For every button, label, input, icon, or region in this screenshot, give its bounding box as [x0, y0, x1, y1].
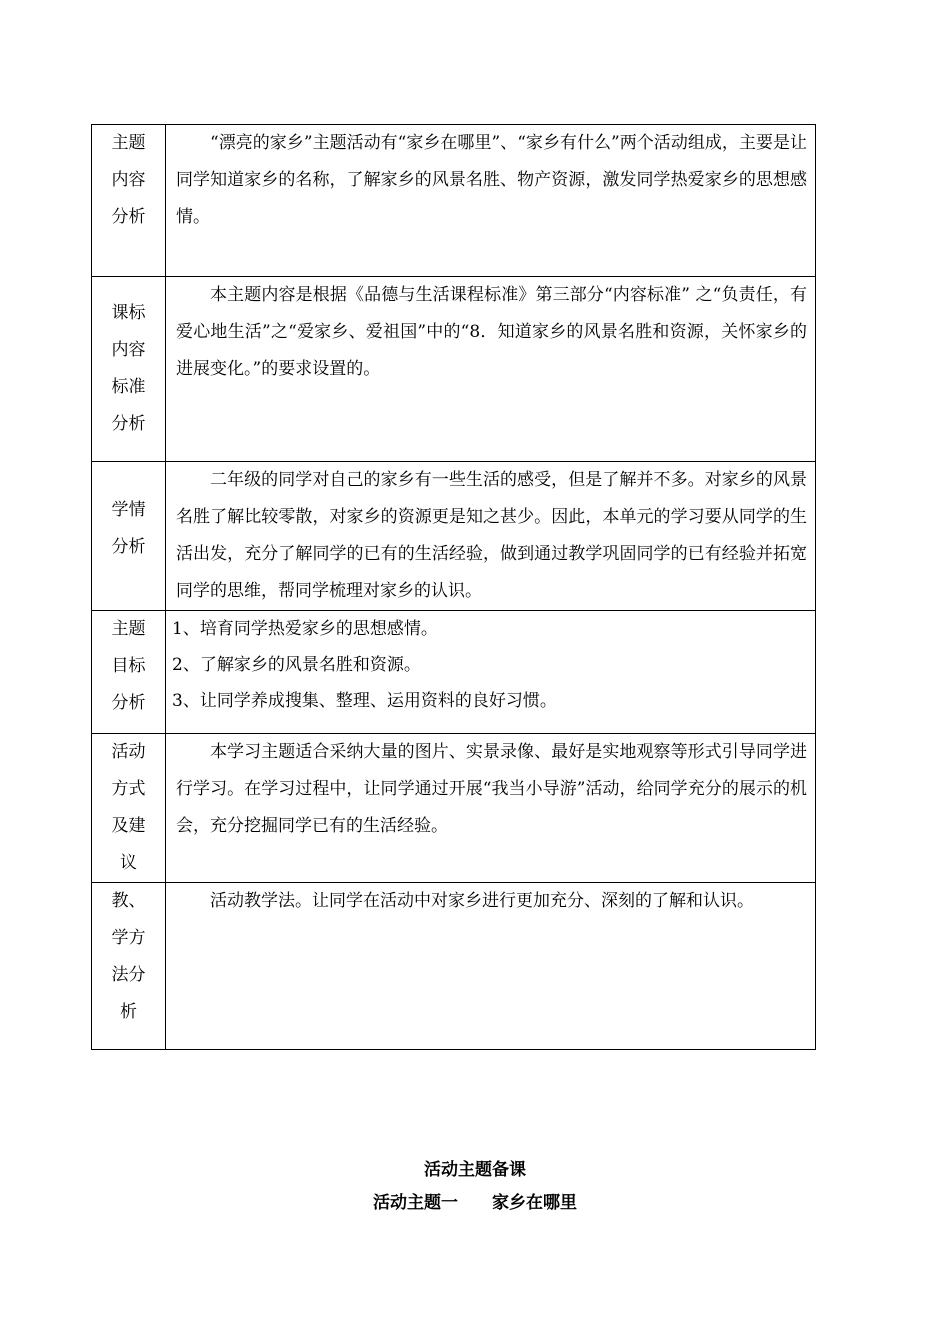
row-label-line: 法分: [111, 965, 146, 985]
section-subtitle: 活动主题一 家乡在哪里: [373, 1193, 577, 1213]
row-label: [92, 611, 166, 734]
lesson-plan-table: [91, 124, 816, 1050]
row-label-line: 方式: [111, 779, 146, 799]
row-content-text: 二年级的同学对自己的家乡有一些生活的感受，但是了解并不多。对家乡的风景名胜了解比较零散，对家乡的资源更是知之甚少。因此，本单元的学习要从同学的生活出发，充分了解同学的已有的生活经验，做到通过教学巩固同学的已有经验并拓宽同学的思维，帮同学梳理对家乡的认识。: [176, 470, 807, 601]
row-label-line: 学方: [111, 928, 146, 948]
table-row: [92, 277, 816, 462]
goal-item: 3、让同学养成搜集、整理、运用资料的良好习惯。: [172, 691, 557, 711]
row-label-line: 主题: [111, 133, 146, 153]
row-label: [92, 883, 166, 1050]
row-label-line: 议: [120, 853, 137, 873]
row-label-line: 及建: [111, 816, 146, 836]
goal-item: 2、了解家乡的风景名胜和资源。: [172, 655, 421, 675]
row-label: [92, 462, 166, 611]
row-label-line: 活动: [111, 742, 146, 762]
row-content: [166, 611, 816, 734]
row-label-line: 分析: [111, 537, 146, 557]
row-content: [166, 883, 816, 1050]
row-label: [92, 734, 166, 883]
table-row: [92, 883, 816, 1050]
table-row: [92, 125, 816, 277]
table-row: [92, 611, 816, 734]
row-label: [92, 125, 166, 277]
section-title: 活动主题备课: [424, 1160, 526, 1180]
row-label-line: 学情: [111, 500, 146, 520]
row-label-line: 内容: [111, 170, 146, 190]
row-label-line: 分析: [111, 414, 146, 434]
row-label-line: 教、: [111, 891, 146, 911]
row-content-text: 活动教学法。让同学在活动中对家乡进行更加充分、深刻的了解和认识。: [210, 891, 754, 911]
row-label-line: 目标: [111, 656, 146, 676]
row-label-line: 析: [120, 1002, 137, 1022]
row-content: [166, 125, 816, 277]
row-label-line: 课标: [111, 303, 146, 323]
goal-item: 1、培育同学热爱家乡的思想感情。: [172, 619, 438, 639]
row-label-line: 分析: [111, 207, 146, 227]
row-content: [166, 277, 816, 462]
table-row: [92, 734, 816, 883]
row-content: [166, 734, 816, 883]
table-row: [92, 462, 816, 611]
row-content-text: “漂亮的家乡”主题活动有“家乡在哪里”、“家乡有什么”两个活动组成，主要是让同学知道家乡的名称，了解家乡的风景名胜、物产资源，激发同学热爱家乡的思想感情。: [176, 133, 807, 227]
row-label-line: 主题: [111, 619, 146, 639]
row-label-line: 标准: [111, 377, 146, 397]
row-content: [166, 462, 816, 611]
row-content-text: 本主题内容是根据《品德与生活课程标准》第三部分“内容标准” 之“负责任，有爱心地生活”之“爱家乡、爱祖国”中的“8．知道家乡的风景名胜和资源，关怀家乡的进展变化。”的要求设置的。: [176, 285, 807, 379]
row-label: [92, 277, 166, 462]
row-label-line: 分析: [111, 693, 146, 713]
row-content-text: 本学习主题适合采纳大量的图片、实景录像、最好是实地观察等形式引导同学进行学习。在学习过程中，让同学通过开展“我当小导游”活动，给同学充分的展示的机会，充分挖掘同学已有的生活经验。: [176, 742, 807, 836]
row-label-line: 内容: [111, 340, 146, 360]
